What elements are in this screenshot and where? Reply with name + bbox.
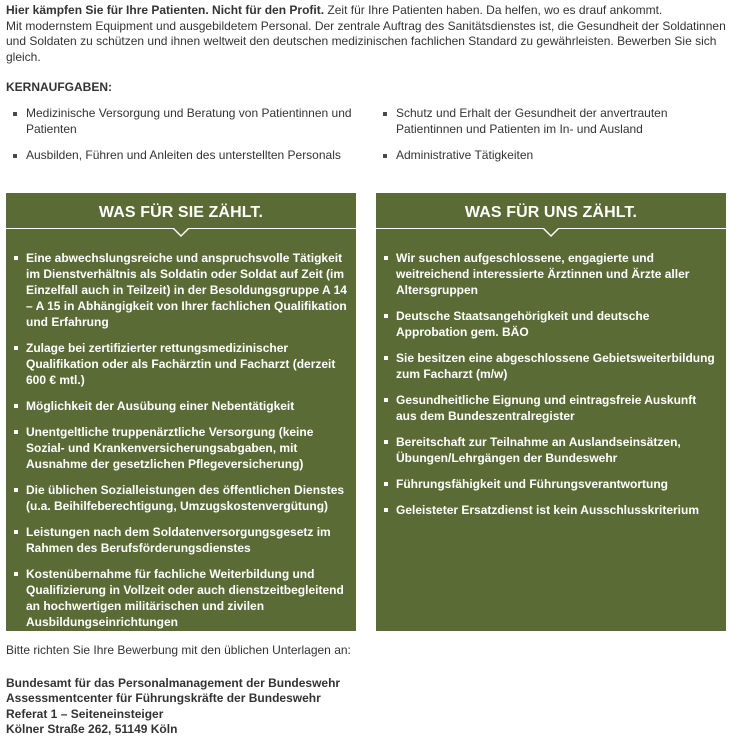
list-item-text: Leistungen nach dem Soldatenversorgungsgesetz im Rahmen des Berufsförderungsdienstes <box>26 525 331 555</box>
list-item-text: Gesundheitliche Eignung und eintragsfreie Auskunft aus dem Bundeszentralregister <box>396 393 697 423</box>
bullet-icon <box>14 572 18 576</box>
bullet-icon <box>14 256 18 260</box>
bullet-icon <box>13 112 17 116</box>
list-item-text: Geleisteter Ersatzdienst ist kein Ausschlusskriterium <box>396 503 700 517</box>
bullet-icon <box>384 508 388 512</box>
bullet-icon <box>13 154 17 158</box>
list-item-text: Ausbilden, Führen und Anleiten des unterstellten Personals <box>26 148 341 162</box>
list-item-text: Führungsfähigkeit und Führungsverantwortung <box>396 477 668 491</box>
bullet-icon <box>14 404 18 408</box>
list-item <box>6 250 356 330</box>
list-item <box>6 105 361 137</box>
bullet-icon <box>383 112 387 116</box>
list-item <box>6 147 361 163</box>
benefits-list <box>6 250 356 640</box>
intro-text <box>6 3 731 65</box>
intro-lead <box>6 3 731 19</box>
list-item <box>6 524 356 556</box>
list-item <box>6 340 356 388</box>
list-item <box>6 424 356 472</box>
list-item <box>6 482 356 514</box>
list-item <box>376 350 726 382</box>
list-item-text: Zulage bei zertifizierter rettungsmedizinischer Qualifikation oder als Fachärztin und Facharzt (derzeit 600 € mtl.) <box>26 341 336 387</box>
bullet-icon <box>14 430 18 434</box>
panel-was-fuer-sie-zaehlt <box>6 193 356 631</box>
bullet-icon <box>14 530 18 534</box>
list-item-text: Kostenübernahme für fachliche Weiterbildung und Qualifizierung in Vollzeit oder auch dienstzeitbegleitend an hochwertigen militärischen und zivilen Ausbildungseinrichtungen <box>26 567 344 629</box>
intro-body: Mit modernstem Equipment und ausgebildetem Personal. Der zentrale Auftrag des Sanitätsdienstes ist, die Gesundheit der Soldatinnen und Soldaten zu schützen und ihnen weltweit den deutschen medizinischen fachlichen Standard zu gewährleisten. Bewerben Sie sich gleich. <box>6 18 726 64</box>
address-line: Bundesamt für das Personalmanagement der Bundeswehr <box>6 676 341 690</box>
list-item <box>376 250 726 298</box>
intro-lead-bold: Hier kämpfen Sie für Ihre Patienten. Nicht für den Profit. <box>6 3 325 17</box>
chevron-down-icon <box>542 228 560 237</box>
intro-lead-rest: Zeit für Ihre Patienten haben. Da helfen, wo es drauf ankommt. <box>324 3 663 17</box>
list-item-text: Die üblichen Sozialleistungen des öffentlichen Dienstes (u.a. Beihilfeberechtigung, Umzugskostenvergütung) <box>26 483 345 513</box>
list-item-text: Wir suchen aufgeschlossene, engagierte und weitreichend interessierte Ärztinnen und Ärzte aller Altersgruppen <box>396 251 690 297</box>
bullet-icon <box>384 440 388 444</box>
panel-header <box>376 193 726 229</box>
bullet-icon <box>384 256 388 260</box>
chevron-down-icon <box>172 228 190 237</box>
list-item-text: Deutsche Staatsangehörigkeit und deutsche Approbation gem. BÄO <box>396 309 650 339</box>
list-item-text: Bereitschaft zur Teilnahme an Auslandseinsätzen, Übungen/Lehrgängen der Bundeswehr <box>396 435 681 465</box>
address-line: Kölner Straße 262, 51149 Köln <box>6 722 178 737</box>
list-item-text: Eine abwechslungsreiche und anspruchsvolle Tätigkeit im Dienstverhältnis als Soldatin oder Soldat auf Zeit (im Einzelfall auch in Teilzeit) in der Besoldungsgruppe A 14 – A 15 in Abhängigkeit von Ihrer fachlichen Qualifikation und Erfahrung <box>26 251 347 329</box>
panel-was-fuer-uns-zaehlt <box>376 193 726 631</box>
list-item <box>376 476 726 492</box>
panel-title: WAS FÜR UNS ZÄHLT. <box>464 204 638 221</box>
bullet-icon <box>384 398 388 402</box>
list-item-text: Administrative Tätigkeiten <box>396 148 534 162</box>
list-item <box>6 566 356 630</box>
address-line: Assessmentcenter für Führungskräfte der Bundeswehr <box>6 691 321 706</box>
address-line: Referat 1 – Seiteneinsteiger <box>6 706 164 721</box>
bullet-icon <box>14 346 18 350</box>
list-item <box>376 502 726 518</box>
list-item <box>6 398 356 414</box>
bullet-icon <box>14 488 18 492</box>
bullet-icon <box>384 482 388 486</box>
list-item-text: Möglichkeit der Ausübung einer Nebentätigkeit <box>26 399 295 413</box>
bullet-icon <box>384 356 388 360</box>
requirements-list <box>376 250 726 528</box>
kernaufgaben-list-right <box>376 105 716 173</box>
panel-header <box>6 193 356 229</box>
panel-title: WAS FÜR SIE ZÄHLT. <box>98 204 264 221</box>
list-item <box>376 105 716 137</box>
application-note: Bitte richten Sie Ihre Bewerbung mit den üblichen Unterlagen an: <box>6 643 351 657</box>
bullet-icon <box>383 154 387 158</box>
list-item <box>376 434 726 466</box>
list-item <box>376 308 726 340</box>
kernaufgaben-heading: KERNAUFGABEN: <box>6 80 112 94</box>
postal-address <box>6 676 340 738</box>
list-item-text: Sie besitzen eine abgeschlossene Gebietsweiterbildung zum Facharzt (m/w) <box>396 351 715 381</box>
list-item <box>376 392 726 424</box>
list-item-text: Schutz und Erhalt der Gesundheit der anvertrauten Patientinnen und Patienten im In- und Ausland <box>396 106 668 136</box>
list-item-text: Unentgeltliche truppenärztliche Versorgung (keine Sozial- und Krankenversicherungsabgaben, mit Ausnahme der gesetzlichen Pflegeversicherung) <box>26 425 314 471</box>
list-item <box>376 147 716 163</box>
list-item-text: Medizinische Versorgung und Beratung von Patientinnen und Patienten <box>26 106 352 136</box>
bullet-icon <box>384 314 388 318</box>
kernaufgaben-list-left <box>6 105 361 173</box>
